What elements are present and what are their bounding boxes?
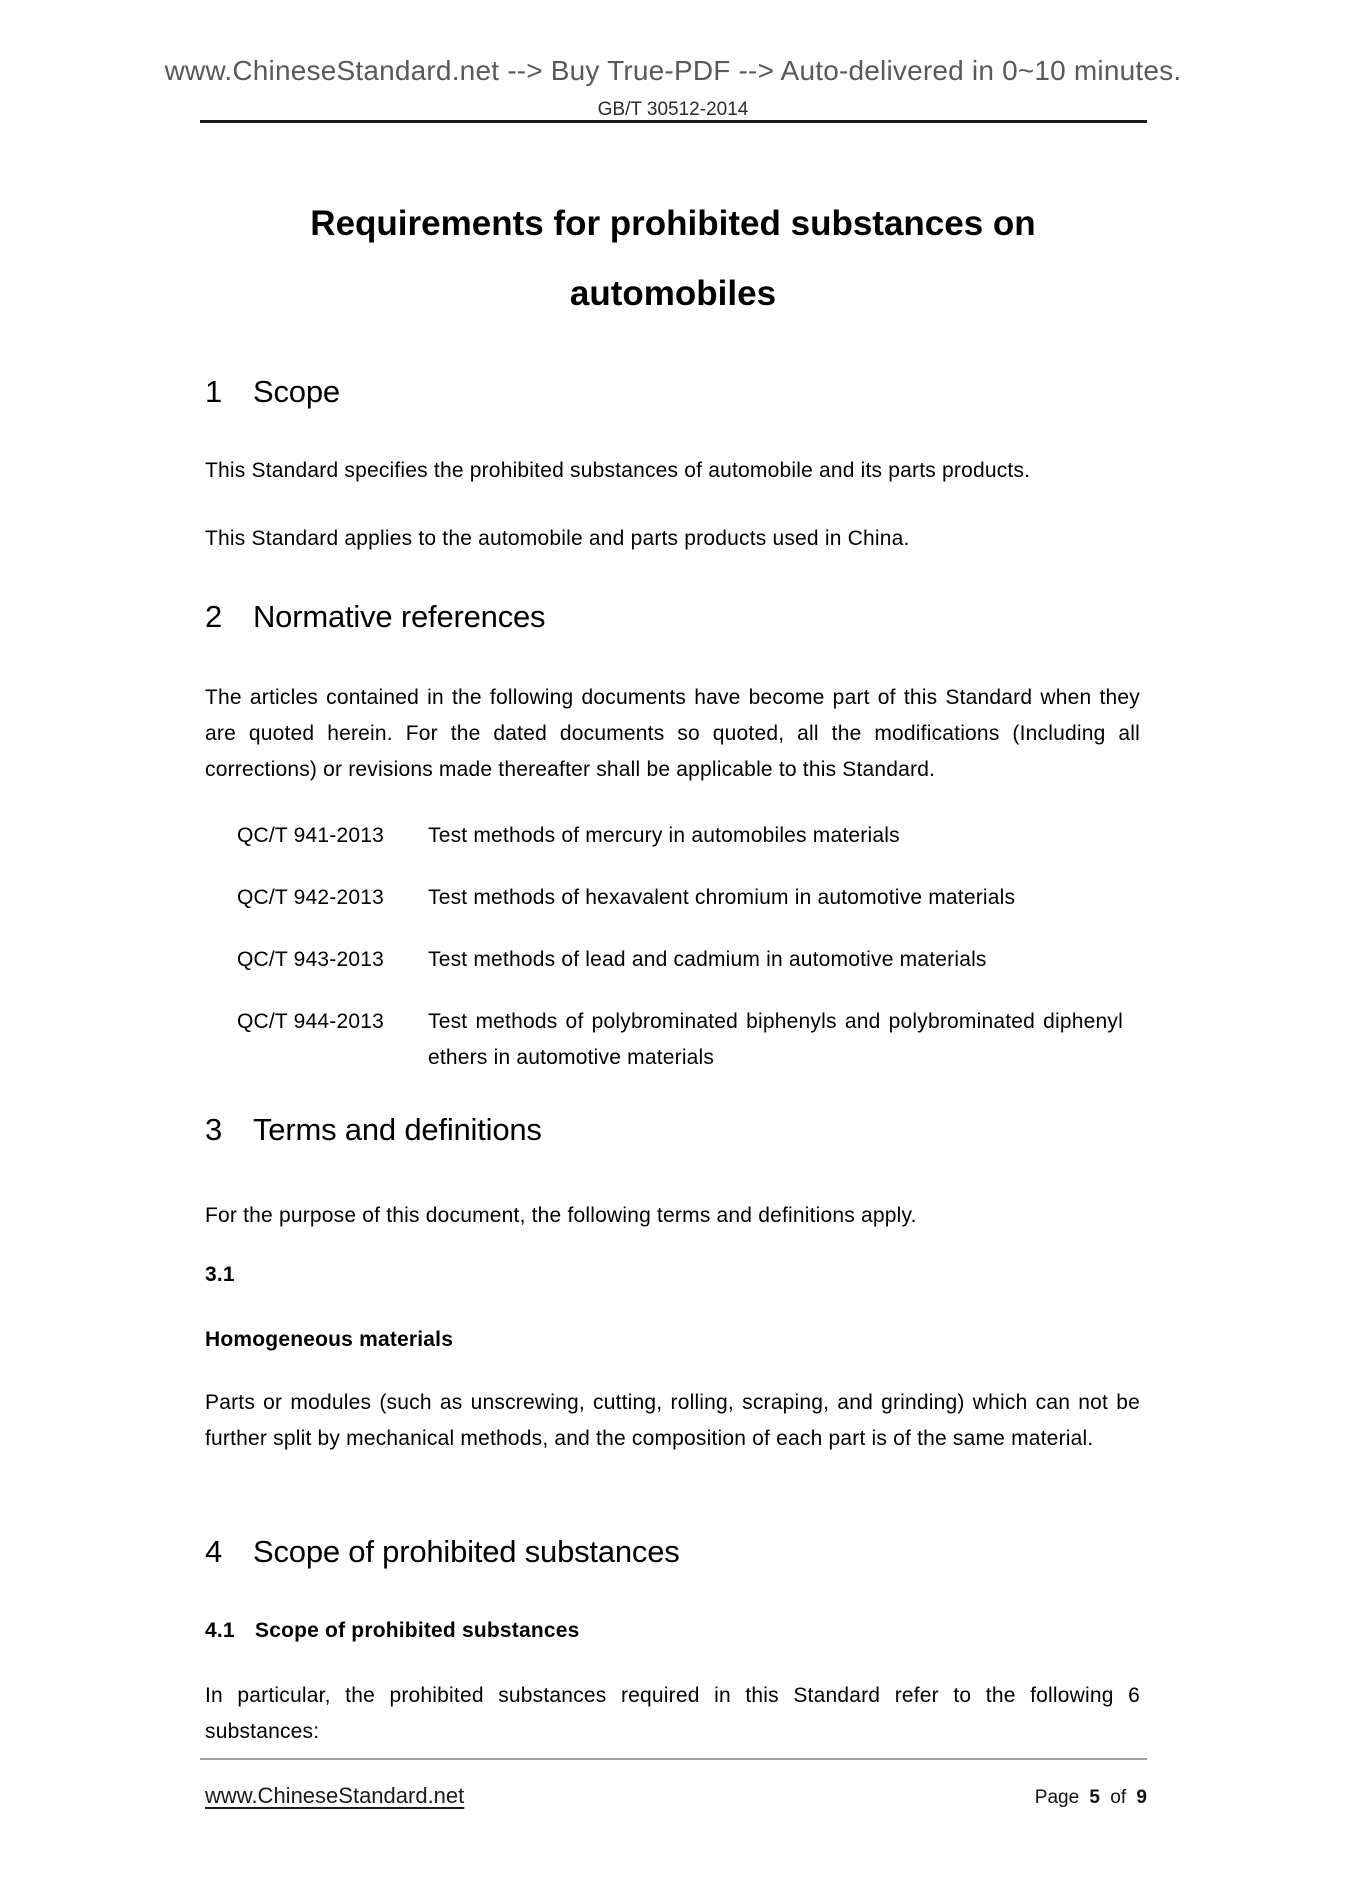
section-4-title: Scope of prohibited substances bbox=[253, 1534, 680, 1569]
header-rule bbox=[200, 120, 1147, 123]
header-standard-code: GB/T 30512-2014 bbox=[597, 99, 749, 120]
term-name: Homogeneous materials bbox=[205, 1328, 454, 1351]
reference-code: QC/T 941-2013 bbox=[237, 824, 384, 847]
page-current: 5 bbox=[1089, 1787, 1100, 1808]
section-2-heading bbox=[205, 598, 1140, 636]
page-of-word: of bbox=[1110, 1787, 1127, 1808]
reference-title: Test methods of polybrominated biphenyls and polybrominated diphenyl ethers in automotive materials bbox=[428, 1010, 1123, 1069]
reference-item bbox=[237, 880, 1141, 916]
reference-title: Test methods of lead and cadmium in automotive materials bbox=[428, 948, 987, 971]
section-2-number: 2 bbox=[205, 599, 223, 634]
section-3-number: 3 bbox=[205, 1112, 223, 1147]
section-2-title: Normative references bbox=[253, 599, 546, 634]
reference-title: Test methods of mercury in automobiles materials bbox=[428, 824, 900, 847]
section-3-title: Terms and definitions bbox=[253, 1112, 542, 1147]
reference-item bbox=[237, 942, 1141, 978]
reference-item bbox=[237, 1004, 1141, 1076]
scope-paragraph-1: This Standard specifies the prohibited substances of automobile and its parts products. bbox=[205, 459, 1031, 482]
footer-rule bbox=[200, 1758, 1147, 1760]
reference-code: QC/T 944-2013 bbox=[237, 1010, 384, 1033]
section-1-number: 1 bbox=[205, 374, 223, 409]
document-title bbox=[0, 204, 1346, 314]
page-total: 9 bbox=[1136, 1787, 1147, 1808]
page-word: Page bbox=[1034, 1787, 1080, 1808]
footer-site-link[interactable]: www.ChineseStandard.net bbox=[205, 1783, 465, 1808]
scope-paragraph-2: This Standard applies to the automobile and parts products used in China. bbox=[205, 527, 910, 550]
section-4-heading bbox=[205, 1533, 1140, 1571]
section-1-title: Scope bbox=[253, 374, 340, 409]
header-promo: www.ChineseStandard.net --> Buy True-PDF --> Auto-delivered in 0~10 minutes. bbox=[164, 55, 1182, 86]
subsection-4-1-heading bbox=[205, 1616, 1140, 1646]
terms-intro-paragraph: For the purpose of this document, the following terms and definitions apply. bbox=[205, 1204, 917, 1227]
reference-code: QC/T 943-2013 bbox=[237, 948, 384, 971]
prohibited-intro-paragraph: In particular, the prohibited substances required in this Standard refer to the following 6 substances: bbox=[205, 1684, 1140, 1743]
subsection-4-1-number: 4.1 bbox=[205, 1619, 235, 1642]
term-definition-paragraph: Parts or modules (such as unscrewing, cutting, rolling, scraping, and grinding) which can not be further split by mechanical methods, and the composition of each part is of the same material. bbox=[205, 1391, 1140, 1450]
reference-title: Test methods of hexavalent chromium in automotive materials bbox=[428, 886, 1016, 909]
page-indicator bbox=[1035, 1787, 1147, 1809]
section-4-number: 4 bbox=[205, 1534, 223, 1569]
subsection-4-1-title: Scope of prohibited substances bbox=[255, 1619, 580, 1642]
normative-intro-paragraph: The articles contained in the following documents have become part of this Standard when they are quoted herein. For the dated documents so quoted, all the modifications (Including all corrections) or revisions made thereafter shall be applicable to this Standard. bbox=[205, 686, 1140, 781]
section-1-heading bbox=[205, 373, 1140, 411]
term-item-number: 3.1 bbox=[205, 1263, 235, 1286]
section-3-heading bbox=[205, 1111, 1140, 1149]
reference-code: QC/T 942-2013 bbox=[237, 886, 384, 909]
reference-item bbox=[237, 818, 1141, 854]
document-title-line2: automobiles bbox=[569, 274, 777, 313]
document-title-line1: Requirements for prohibited substances on bbox=[310, 204, 1036, 243]
